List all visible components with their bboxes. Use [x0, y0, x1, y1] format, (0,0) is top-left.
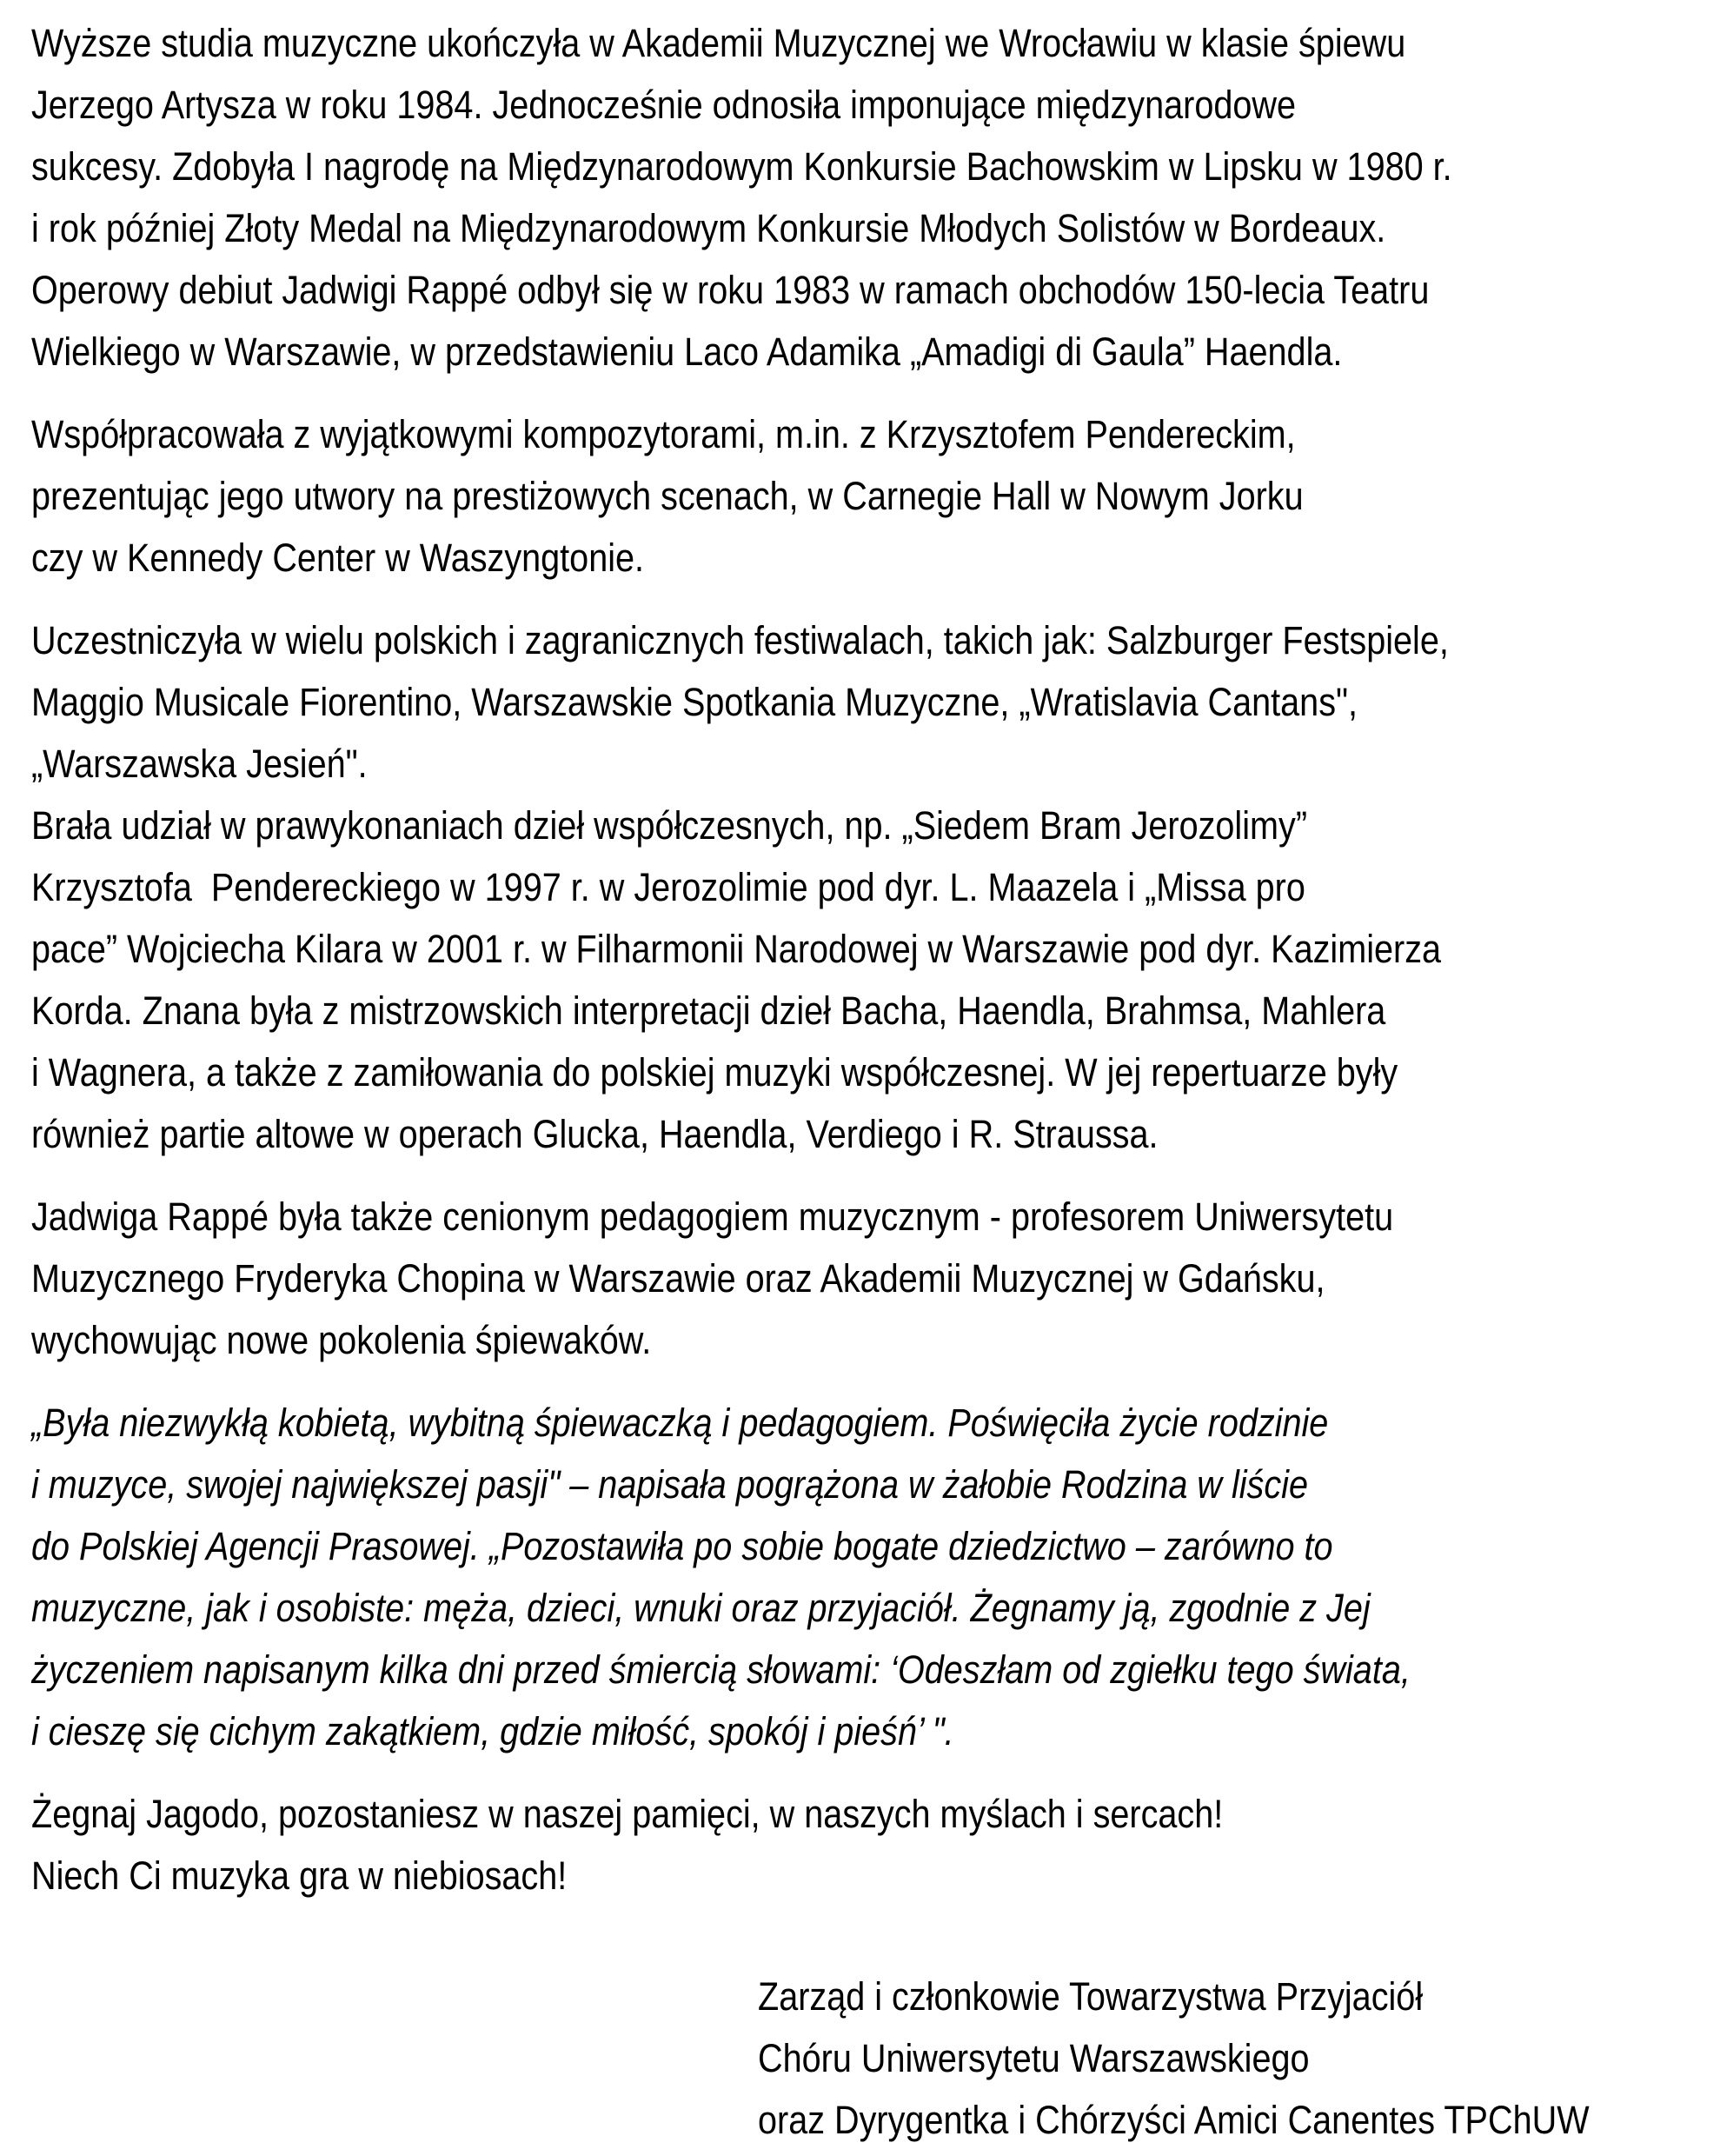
paragraph-pedagogy: Jadwiga Rappé była także cenionym pedagogiem muzycznym - profesorem Uniwersytetu Muzycznego Fryderyka Chopina w Warszawie oraz Akademii Muzycznej w Gdańsku, wychowując nowe pokolenia śpiewaków. [31, 1194, 1394, 1362]
paragraph-festivals-and-repertoire: Uczestniczyła w wielu polskich i zagranicznych festiwalach, takich jak: Salzburger Festspiele, Maggio Musicale Fiorentino, Warszawskie Spotkania Muzyczne, „Wratislavia Cantans", „Warszawska Jesień". Brała udział w prawykonaniach dzieł współczesnych, np. „Siedem Bram Jerozolimy” Krzysztofa Pendereckiego w 1997 r. w Jerozolimie pod dyr. L. Maazela i „Missa pro pace” Wojciecha Kilara w 2001 r. w Filharmonii Narodowej w Warszawie pod dyr. Kazimierza Korda. Znana była z mistrzowskich interpretacji dzieł Bacha, Haendla, Brahmsa, Mahlera i Wagnera, a także z zamiłowania do polskiej muzyki współczesnej. W jej repertuarze były również partie altowe w operach Glucka, Haendla, Verdiego i R. Straussa. [31, 618, 1449, 1156]
paragraph-farewell: Żegnaj Jagodo, pozostaniesz w naszej pamięci, w naszych myślach i sercach! Niech Ci muzyka gra w niebiosach! [31, 1792, 1224, 1898]
paragraph-family-quote: „Była niezwykłą kobietą, wybitną śpiewaczką i pedagogiem. Poświęciła życie rodzinie i muzyce, swojej największej pasji" – napisała pogrążona w żałobie Rodzina w liście do Polskiej Agencji Prasowej. „Pozostawiła po sobie bogate dziedzictwo – zarówno to muzyczne, jak i osobiste: męża, dzieci, wnuki oraz przyjaciół. Żegnamy ją, zgodnie z Jej życzeniem napisanym kilka dni przed śmiercią słowami: ‘Odeszłam od zgiełku tego świata, i cieszę się cichym zakątkiem, gdzie miłość, spokój i pieśń’ ". [31, 1401, 1411, 1753]
paragraph-collaborations: Współpracowała z wyjątkowymi kompozytorami, m.in. z Krzysztofem Pendereckim, prezentując jego utwory na prestiżowych scenach, w Carnegie Hall w Nowym Jorku czy w Kennedy Center w Waszyngtonie. [31, 412, 1304, 580]
signature-block: Zarząd i członkowie Towarzystwa Przyjaciół Chóru Uniwersytetu Warszawskiego oraz Dyrygentka i Chórzyści Amici Canentes TPChUW [758, 1974, 1590, 2142]
paragraph-education-and-debut: Wyższe studia muzyczne ukończyła w Akademii Muzycznej we Wrocławiu w klasie śpiewu Jerzego Artysza w roku 1984. Jednocześnie odnosiła imponujące międzynarodowe sukcesy. Zdobyła I nagrodę na Międzynarodowym Konkursie Bachowskim w Lipsku w 1980 r. i rok później Złoty Medal na Międzynarodowym Konkursie Młodych Solistów w Bordeaux. Operowy debiut Jadwigi Rappé odbył się w roku 1983 w ramach obchodów 150-lecia Teatru Wielkiego w Warszawie, w przedstawieniu Laco Adamika „Amadigi di Gaula” Haendla. [31, 21, 1452, 374]
document-text-block [31, 12, 1720, 2151]
